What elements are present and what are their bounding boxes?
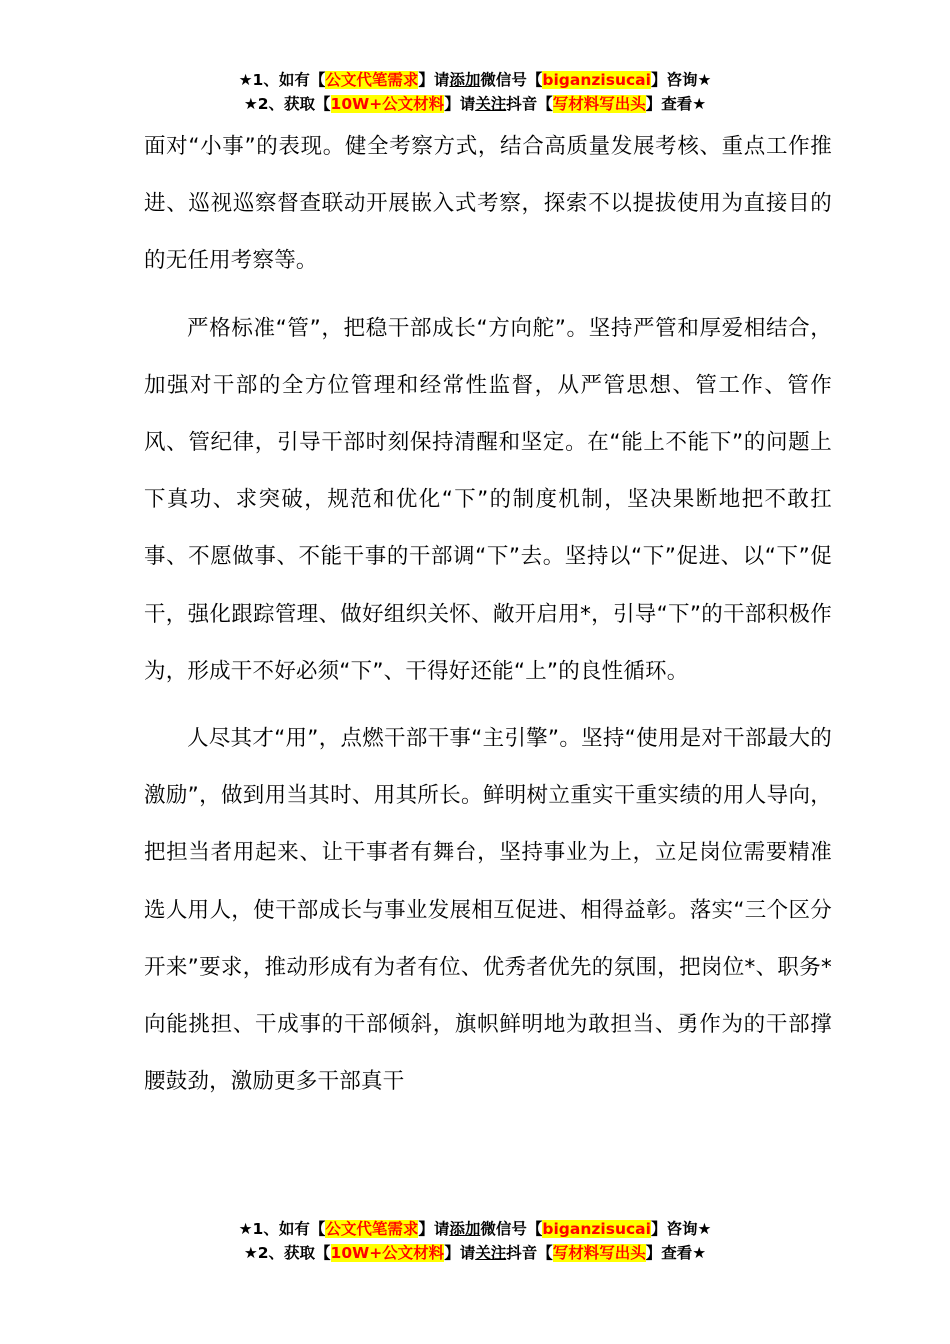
banner-text: 】查看★ <box>645 1244 707 1262</box>
banner-text: 】查看★ <box>645 95 707 113</box>
banner-text: 抖音【 <box>506 1244 553 1262</box>
banner-text: 】请 <box>444 95 476 113</box>
banner-highlight: biganzisucai <box>542 1220 651 1238</box>
banner-line-1 <box>0 68 950 92</box>
banner-text: 】请 <box>418 1220 450 1238</box>
paragraph-usage: 人尽其才“用”，点燃干部干事“主引擎”。坚持“使用是对干部最大的激励”，做到用当其时、用其所长。鲜明树立重实干重实绩的用人导向，把担当者用起来、让干事者有舞台，坚持事业为上，立足岗位需要精准选人用人，使干部成长与事业发展相互促进、相得益彰。落实“三个区分开来”要求，推动形成有为者有位、优秀者优先的氛围，把岗位*、职务*向能挑担、干成事的干部倾斜，旗帜鲜明地为敢担当、勇作为的干部撑腰鼓劲，激励更多干部真干 <box>144 726 832 1095</box>
banner-highlight: 写材料写出头 <box>552 95 646 113</box>
banner-text: 微信号【 <box>480 1220 543 1238</box>
banner-highlight: 公文代笔需求 <box>325 1220 419 1238</box>
banner-text: ★1、如有【 <box>238 71 326 89</box>
banner-text: 】咨询★ <box>650 71 712 89</box>
banner-highlight: 公文代笔需求 <box>325 71 419 89</box>
banner-text: ★2、获取【 <box>243 1244 331 1262</box>
document-body <box>144 118 832 1110</box>
header-banner <box>0 68 950 116</box>
banner-text: 】咨询★ <box>650 1220 712 1238</box>
banner-highlight: biganzisucai <box>542 71 651 89</box>
banner-emphasis: 添加 <box>449 1220 481 1238</box>
banner-highlight: 写材料写出头 <box>552 1244 646 1262</box>
banner-line-2 <box>0 92 950 116</box>
footer-banner <box>0 1217 950 1265</box>
banner-text: 微信号【 <box>480 71 543 89</box>
banner-text: ★1、如有【 <box>238 1220 326 1238</box>
banner-highlight: 10W+公文材料 <box>330 95 445 113</box>
banner-emphasis: 关注 <box>475 95 507 113</box>
paragraph-management: 严格标准“管”，把稳干部成长“方向舵”。坚持严管和厚爱相结合，加强对干部的全方位管理和经常性监督，从严管思想、管工作、管作风、管纪律，引导干部时刻保持清醒和坚定。在“能上不能下”的问题上下真功、求突破，规范和优化“下”的制度机制，坚决果断地把不敢扛事、不愿做事、不能干事的干部调“下”去。坚持以“下”促进、以“下”促干，强化跟踪管理、做好组织关怀、敞开启用*，引导“下”的干部积极作为，形成干不好必须“下”、干得好还能“上”的良性循环。 <box>144 315 832 684</box>
banner-line-2 <box>0 1241 950 1265</box>
banner-emphasis: 关注 <box>475 1244 507 1262</box>
banner-text: 】请 <box>444 1244 476 1262</box>
banner-text: 抖音【 <box>506 95 553 113</box>
banner-text: ★2、获取【 <box>243 95 331 113</box>
banner-line-1 <box>0 1217 950 1241</box>
banner-emphasis: 添加 <box>449 71 481 89</box>
banner-highlight: 10W+公文材料 <box>330 1244 445 1262</box>
paragraph-continuation: 面对“小事”的表现。健全考察方式，结合高质量发展考核、重点工作推进、巡视巡察督查联动开展嵌入式考察，探索不以提拔使用为直接目的的无任用考察等。 <box>144 134 832 274</box>
banner-text: 】请 <box>418 71 450 89</box>
